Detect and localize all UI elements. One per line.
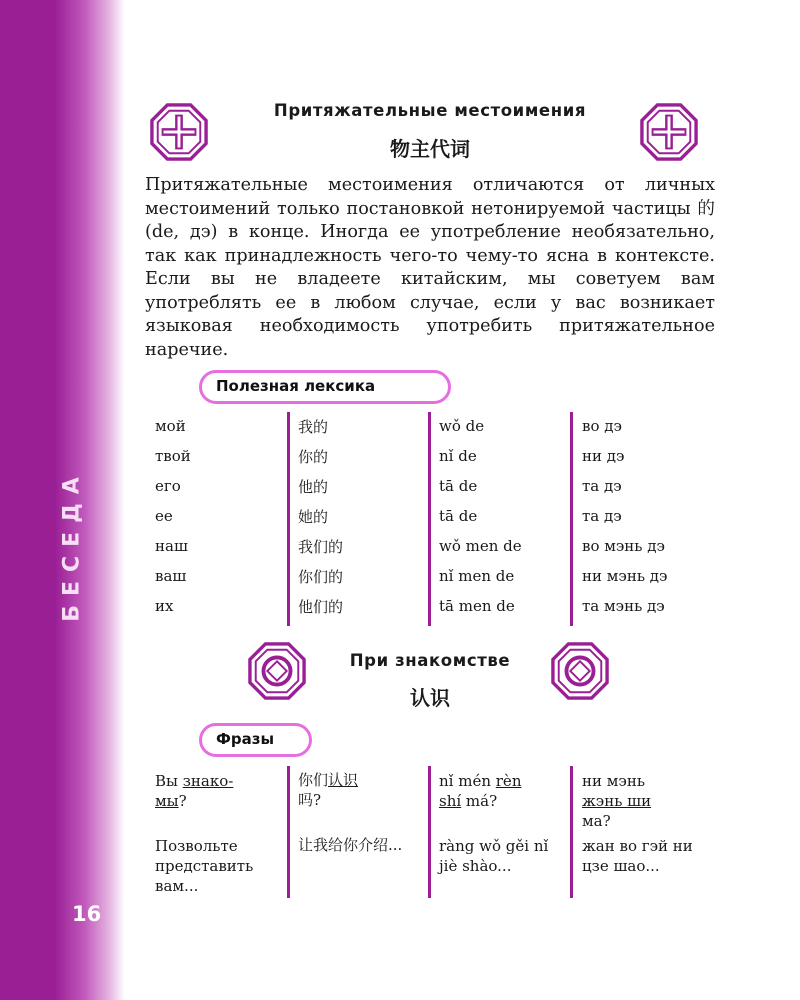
phrase-ru: Вы знако- мы? xyxy=(155,772,234,810)
phrase-pinyin: ràng wǒ gěi nǐ jiè shào... xyxy=(439,837,549,875)
phrase-zh: 让我给你介绍... xyxy=(298,836,403,854)
section-heading: Притяжательные местоимения xyxy=(273,101,587,120)
page-number: 16 xyxy=(72,902,102,926)
phrase-translit: ни мэнь жэнь ши ма? xyxy=(582,772,652,830)
vocab-label-pill: Полезная лексика xyxy=(199,370,451,404)
phrases-label-pill: Фразы xyxy=(199,723,312,757)
section-title-vertical: БЕСЕДА xyxy=(59,468,85,622)
section-heading-chinese: 认识 xyxy=(410,686,450,710)
column-divider xyxy=(428,766,431,898)
column-divider xyxy=(428,412,431,626)
column-divider xyxy=(570,412,573,626)
phrase-pinyin: nǐ mén rèn shí má? xyxy=(439,772,522,810)
column-divider xyxy=(570,766,573,898)
section-heading-chinese: 物主代词 xyxy=(390,137,470,161)
phrase-translit: жан во гэй ни цзе шао... xyxy=(582,837,693,875)
phrase-zh: 你们认识 吗? xyxy=(298,771,359,809)
phrase-ru: Позвольте представить вам... xyxy=(155,837,254,895)
column-divider xyxy=(287,766,290,898)
intro-paragraph: Притяжательные местоимения отличаются от личных местоимений только постановкой нетонируемой частицы 的 (de, дэ) в конце. Иногда ее употребление необязательно, так как принадлежность чего-то чему-то ясна в контексте. Если вы не владеете китайским, мы советуем вам употреблять ее в любом случае, если у вас возникает языковая необходимость употребить притяжательное наречие. xyxy=(145,175,715,360)
column-divider xyxy=(287,412,290,626)
section-heading: При знакомстве xyxy=(349,651,511,670)
